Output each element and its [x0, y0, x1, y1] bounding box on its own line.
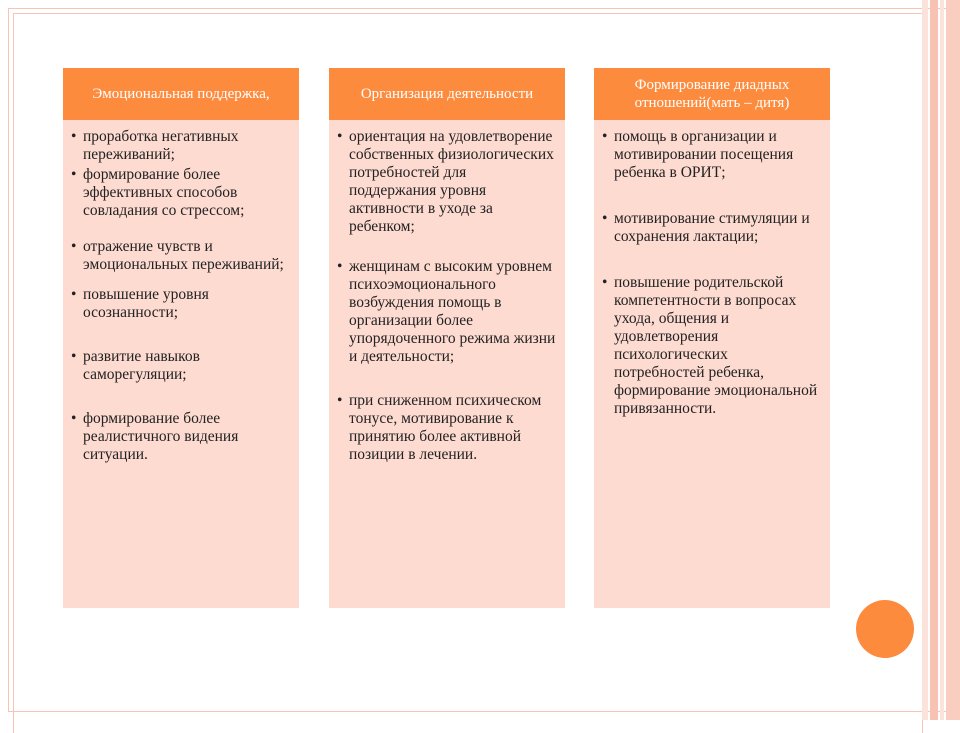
column-header-text: Формирование диадных отношений(мать – дитя)	[634, 77, 790, 111]
list-item: • отражение чувств и эмоциональных переживаний;	[71, 238, 291, 274]
column-activity-organization	[329, 68, 565, 608]
list-item: • мотивирование стимуляции и сохранения лактации;	[602, 210, 822, 246]
list-item: • проработка негативных переживаний;	[71, 128, 291, 164]
list-item: • женщинам с высоким уровнем психоэмоционального возбуждения помощь в организации более упорядоченного режима жизни и деятельности;	[337, 258, 557, 366]
decorative-circle	[856, 600, 914, 658]
stripe	[930, 0, 938, 720]
list-item: • помощь в организации и мотивировании посещения ребенка в ОРИТ;	[602, 128, 822, 182]
column-header	[329, 68, 565, 120]
bullet-list	[337, 128, 557, 464]
column-emotional-support	[63, 68, 299, 608]
column-header	[63, 68, 299, 120]
list-item: • формирование более эффективных способов совладания со стрессом;	[71, 166, 291, 220]
column-body	[63, 120, 299, 464]
column-header-text: Организация деятельности	[360, 86, 534, 102]
decorative-stripes	[922, 0, 960, 720]
list-item: • ориентация на удовлетворение собственных физиологических потребностей для поддержания уровня активности в уходе за ребенком;	[337, 128, 557, 236]
column-body	[594, 120, 830, 418]
bullet-list	[602, 128, 822, 418]
stripe	[940, 0, 944, 720]
list-item: • формирование более реалистичного видения ситуации.	[71, 410, 291, 464]
list-item: • повышение уровня осознанности;	[71, 286, 291, 322]
list-item: • при сниженном психическом тонусе, мотивирование к принятию более активной позиции в лечении.	[337, 392, 557, 464]
bullet-list	[71, 128, 291, 464]
list-item: • повышение родительской компетентности в вопросах ухода, общения и удовлетворения психологических потребностей ребенка, формирование эмоциональной привязанности.	[602, 274, 822, 418]
list-item: • развитие навыков саморегуляции;	[71, 348, 291, 384]
stripe	[946, 0, 960, 720]
column-body	[329, 120, 565, 464]
stripe	[922, 0, 928, 720]
column-dyadic-relations	[594, 68, 830, 608]
column-header	[594, 68, 830, 120]
column-header-text: Эмоциональная поддержка,	[92, 86, 270, 102]
